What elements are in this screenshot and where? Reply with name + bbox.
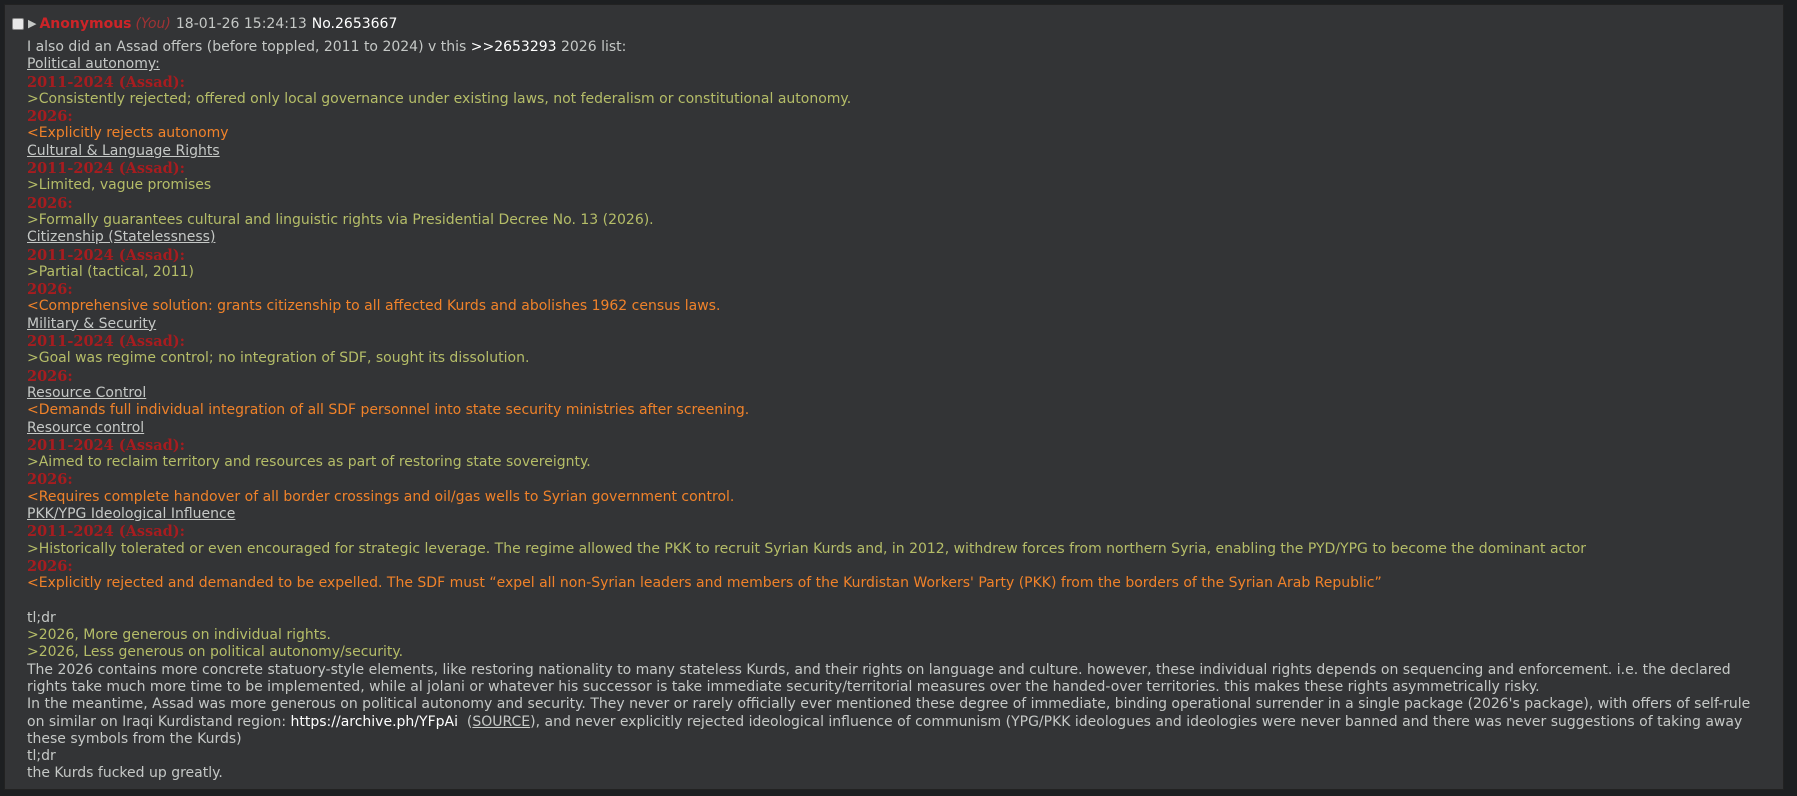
- year-2026-label: 2026:: [27, 194, 73, 212]
- post-container: [4, 4, 1784, 790]
- post-number-link[interactable]: No.2653667: [311, 16, 398, 32]
- year-2026-greentext: >Formally guarantees cultural and linguistic rights via Presidential Decree No. 13 (2026).: [27, 211, 654, 228]
- year-2026-label: 2026:: [27, 281, 73, 299]
- assad-greentext: >Goal was regime control; no integration of SDF, sought its dissolution.: [27, 350, 530, 367]
- year-2026-text: <Demands full individual integration of all SDF personnel into state security ministries after screening.: [27, 402, 750, 419]
- assad-label: 2011-2024 (Assad):: [27, 246, 185, 264]
- assad-label: 2011-2024 (Assad):: [27, 523, 185, 541]
- assad-greentext: >Historically tolerated or even encouraged for strategic leverage. The regime allowed the PKK to recruit Syrian Kurds and, in 2012, withdrew forces from northern Syria, enabling the PYD/YPG to become the dominant actor: [27, 540, 1587, 557]
- paragraph-text: In the meantime, Assad was more generous on political autonomy and security. They never or rarely officially ever mentioned these degree of immediate, binding operational surrender in a single package (2026's package), with offers of self-rule on similar on Iraqi Kurdistand region:: [27, 696, 1751, 730]
- post-message: [27, 39, 1757, 783]
- year-2026-text: <Requires complete handover of all border crossings and oil/gas wells to Syrian government control.: [27, 488, 735, 505]
- section-heading: Resource Control: [27, 384, 147, 401]
- poster-name: Anonymous: [39, 16, 132, 32]
- year-2026-label: 2026:: [27, 367, 73, 385]
- assad-greentext: >Consistently rejected; offered only local governance under existing laws, not federalism or constitutional autonomy.: [27, 90, 852, 107]
- assad-label: 2011-2024 (Assad):: [27, 436, 185, 454]
- summary-paragraph: The 2026 contains more concrete statuory-style elements, like restoring nationality to many stateless Kurds, and their rights on language and culture. however, these individual rights depends on sequencing and enforcement. i.e. the declared rights take much more time to be implemented, while al jolani or whatever his successor is take immediate security/territorial measures over the handed-over territories. this makes these rights asymmetrically risky.: [27, 661, 1731, 695]
- intro-text: I also did an Assad offers (before toppled, 2011 to 2024) v this: [27, 39, 471, 55]
- assad-greentext: >Partial (tactical, 2011): [27, 263, 194, 280]
- section-heading: Citizenship (Statelessness): [27, 229, 216, 246]
- source-link[interactable]: SOURCE: [472, 713, 531, 730]
- summary-greentext: >2026, Less generous on political autonomy/security.: [27, 644, 404, 661]
- tldr-text: tl;dr: [27, 609, 56, 626]
- intro-text-end: 2026 list:: [556, 39, 627, 55]
- assad-label: 2011-2024 (Assad):: [27, 73, 185, 91]
- intro-line: [27, 39, 1757, 56]
- section-heading: Political autonomy:: [27, 56, 160, 73]
- year-2026-label: 2026:: [27, 557, 73, 575]
- section-heading: PKK/YPG Ideological Influence: [27, 506, 236, 523]
- archive-link[interactable]: https://archive.ph/YFpAi: [290, 713, 458, 730]
- section-heading: Resource control: [27, 419, 145, 436]
- year-2026-label: 2026:: [27, 471, 73, 489]
- assad-greentext: >Limited, vague promises: [27, 177, 212, 194]
- summary-greentext: >2026, More generous on individual rights.: [27, 627, 331, 644]
- year-2026-text: <Explicitly rejected and demanded to be expelled. The SDF must “expel all non-Syrian leaders and members of the Kurdistan Workers' Party (PKK) from the borders of the Syrian Arab Republic”: [27, 575, 1382, 592]
- post-header: [12, 15, 397, 33]
- section-heading: Cultural & Language Rights: [27, 142, 220, 159]
- summary-paragraph-links: [27, 696, 1757, 748]
- year-2026-label: 2026:: [27, 108, 73, 126]
- you-marker: (You): [135, 16, 171, 32]
- section-heading: Military & Security: [27, 315, 157, 332]
- assad-label: 2011-2024 (Assad):: [27, 333, 185, 351]
- assad-label: 2011-2024 (Assad):: [27, 160, 185, 178]
- paragraph-text: (: [457, 713, 473, 730]
- assad-greentext: >Aimed to reclaim territory and resources as part of restoring state sovereignty.: [27, 454, 591, 471]
- year-2026-text: <Explicitly rejects autonomy: [27, 125, 229, 142]
- post-menu-triangle-icon[interactable]: ▶: [28, 17, 37, 30]
- post-select-checkbox[interactable]: [12, 18, 24, 30]
- blank-line: [27, 593, 1757, 610]
- post-datetime: 18-01-26 15:24:13: [175, 16, 307, 32]
- quote-link[interactable]: >>2653293: [470, 39, 557, 55]
- paragraph-text: ), and never explicitly rejected ideological influence of communism (YPG/PKK ideologues and ideologies were never banned and there was never suggestions of taking away these symbols from the Kurds): [27, 713, 1743, 747]
- final-text: the Kurds fucked up greatly.: [27, 765, 223, 782]
- tldr-text: tl;dr: [27, 748, 56, 765]
- year-2026-text: <Comprehensive solution: grants citizenship to all affected Kurds and abolishes 1962 census laws.: [27, 298, 721, 315]
